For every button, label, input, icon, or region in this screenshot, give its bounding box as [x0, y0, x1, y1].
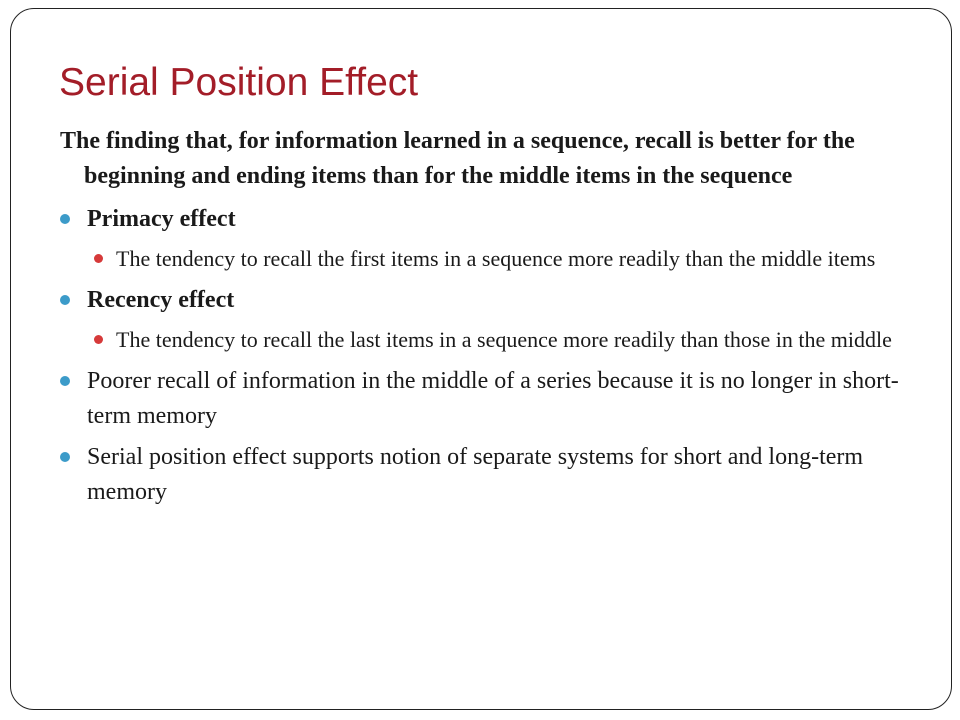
- bullet-recency-effect: [60, 283, 912, 318]
- subbullet-text: The tendency to recall the first items in a sequence more readily than the middle items: [116, 246, 876, 271]
- bullet-primacy-effect: [60, 202, 912, 237]
- bullet-dot-icon: [60, 214, 70, 224]
- bullet-dot-icon: [60, 295, 70, 305]
- bullet-text: Recency effect: [87, 287, 235, 313]
- subbullet-primacy-definition: [60, 243, 912, 275]
- bullet-text: Serial position effect supports notion of separate systems for short and long-term memory: [87, 444, 864, 505]
- slide-title: Serial Position Effect: [59, 61, 419, 104]
- bullet-separate-systems: [60, 440, 912, 510]
- bullet-dot-icon: [60, 376, 70, 386]
- bullet-dot-icon: [94, 254, 103, 263]
- bullet-poorer-recall: [60, 364, 912, 434]
- bullet-dot-icon: [60, 452, 70, 462]
- definition-text: The finding that, for information learned in a sequence, recall is better for the beginning and ending items than for the middle items in the sequence: [60, 128, 855, 189]
- bullet-text: Poorer recall of information in the middle of a series because it is no longer in short-term memory: [87, 368, 899, 429]
- subbullet-recency-definition: [60, 324, 912, 356]
- bullet-dot-icon: [94, 335, 103, 344]
- bullet-text: Primacy effect: [87, 206, 236, 232]
- subbullet-text: The tendency to recall the last items in a sequence more readily than those in the middle: [116, 327, 892, 352]
- slide-body: [60, 124, 912, 516]
